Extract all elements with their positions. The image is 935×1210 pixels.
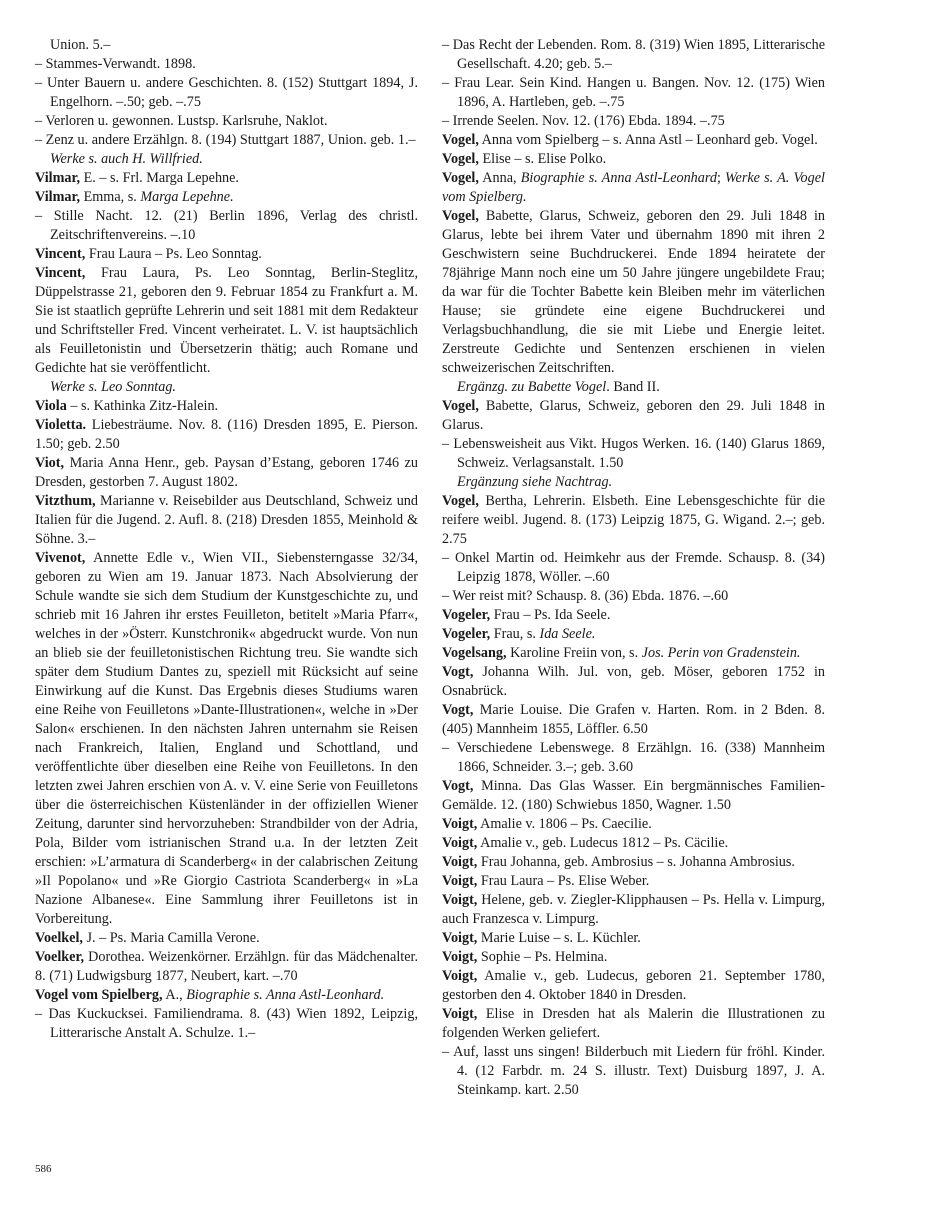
author-entry — [35, 416, 418, 454]
entry-text: – Frau Lear. Sein Kind. Hangen u. Bangen. Nov. 12. (175) Wien 1896, A. Hartleben, geb. –.75 — [442, 75, 825, 110]
work-entry — [442, 1043, 825, 1100]
left-column — [35, 36, 418, 1043]
author-entry — [442, 834, 825, 853]
author-entry — [442, 131, 825, 150]
entry-text: Liebesträume. Nov. 8. (116) Dresden 1895, E. Pierson. 1.50; geb. 2.50 — [35, 417, 418, 452]
entry-italic: Jos. Perin von Gradenstein. — [641, 645, 801, 661]
entry-text: E. – s. Frl. Marga Lepehne. — [80, 170, 239, 186]
cross-reference — [442, 473, 825, 492]
entry-text: Union. 5.– — [50, 37, 111, 53]
work-entry — [35, 131, 418, 150]
entry-text: – Auf, lasst uns singen! Bilderbuch mit Liedern für fröhl. Kinder. 4. (12 Farbdr. m. 24 S. illustr. Text) Duisburg 1897, J. A. Steinkamp. kart. 2.50 — [442, 1044, 825, 1098]
entry-text: – Wer reist mit? Schausp. 8. (36) Ebda. 1876. –.60 — [442, 588, 729, 604]
author-entry — [442, 663, 825, 701]
entry-headword: Vogt, — [442, 702, 474, 718]
entry-text: Frau, s. — [490, 626, 540, 642]
author-entry — [442, 948, 825, 967]
entry-headword: Vincent, — [35, 265, 86, 281]
entry-headword: Viot, — [35, 455, 65, 471]
author-entry — [35, 929, 418, 948]
entry-text: Helene, geb. v. Ziegler-Klipphausen – Ps. Hella v. Limpurg, auch Franzesca v. Limpurg. — [442, 892, 825, 927]
work-entry — [35, 112, 418, 131]
entry-text: J. – Ps. Maria Camilla Verone. — [82, 930, 260, 946]
author-entry — [35, 188, 418, 207]
entry-italic: Ergänzg. zu Babette Vogel — [457, 379, 607, 395]
entry-headword: Viola — [35, 398, 67, 414]
work-entry — [442, 112, 825, 131]
entry-headword: Voigt, — [442, 873, 478, 889]
entry-headword: Voigt, — [442, 854, 478, 870]
entry-text: – Zenz u. andere Erzählgn. 8. (194) Stuttgart 1887, Union. geb. 1.– — [35, 132, 416, 148]
entry-text: – Verloren u. gewonnen. Lustsp. Karlsruhe, Naklot. — [35, 113, 328, 129]
entry-headword: Vogel, — [442, 398, 479, 414]
author-entry — [35, 986, 418, 1005]
entry-headword: Vilmar, — [35, 170, 81, 186]
entry-text: Minna. Das Glas Wasser. Ein bergmännisches Familien-Gemälde. 12. (180) Schwiebus 1850, Wagner. 1.50 — [442, 778, 825, 813]
work-entry — [442, 435, 825, 473]
author-entry — [35, 245, 418, 264]
entry-text: – Unter Bauern u. andere Geschichten. 8. (152) Stuttgart 1894, J. Engelhorn. –.50; geb. –.75 — [35, 75, 418, 110]
entry-headword: Vogeler, — [442, 607, 491, 623]
author-entry — [35, 397, 418, 416]
entry-headword: Vogt, — [442, 778, 474, 794]
author-entry — [442, 606, 825, 625]
entry-italic: Werke s. Leo Sonntag. — [50, 379, 176, 395]
entry-headword: Vogel, — [442, 151, 479, 167]
author-entry — [35, 169, 418, 188]
entry-text: – Irrende Seelen. Nov. 12. (176) Ebda. 1894. –.75 — [442, 113, 725, 129]
entry-headword: Voigt, — [442, 949, 478, 965]
author-entry — [442, 492, 825, 549]
author-entry — [442, 853, 825, 872]
work-entry — [442, 74, 825, 112]
entry-headword: Vivenot, — [35, 550, 86, 566]
author-entry — [442, 777, 825, 815]
entry-text: A., — [162, 987, 187, 1003]
author-entry — [442, 891, 825, 929]
cross-reference — [35, 150, 418, 169]
work-entry — [442, 739, 825, 777]
entry-text: Frau Laura – Ps. Elise Weber. — [477, 873, 650, 889]
entry-text: – Verschiedene Lebenswege. 8 Erzählgn. 16. (338) Mannheim 1866, Schneider. 3.–; geb. 3.60 — [442, 740, 825, 775]
entry-text: Frau Laura – Ps. Leo Sonntag. — [85, 246, 262, 262]
entry-headword: Vogel, — [442, 170, 479, 186]
entry-text: Frau Johanna, geb. Ambrosius – s. Johanna Ambrosius. — [477, 854, 795, 870]
author-entry — [35, 454, 418, 492]
entry-text: Dorothea. Weizenkörner. Erzählgn. für das Mädchenalter. 8. (71) Ludwigsburg 1877, Neubert, kart. –.70 — [35, 949, 418, 984]
entry-headword: Vogel, — [442, 208, 479, 224]
entry-italic: Werke s. auch H. Willfried. — [50, 151, 203, 167]
entry-headword: Violetta. — [35, 417, 87, 433]
work-entry — [35, 55, 418, 74]
entry-italic: Ida Seele. — [539, 626, 596, 642]
entry-headword: Vincent, — [35, 246, 86, 262]
entry-italic: Biographie s. Anna Astl-Leonhard. — [186, 987, 385, 1003]
entry-headword: Voigt, — [442, 892, 478, 908]
author-entry — [442, 872, 825, 891]
author-entry — [442, 397, 825, 435]
entry-italic: Marga Lepehne. — [140, 189, 234, 205]
entry-italic: Biographie s. Anna Astl-Leonhard — [520, 170, 717, 186]
entry-text: – Lebensweisheit aus Vikt. Hugos Werken. 16. (140) Glarus 1869, Schweiz. Verlagsanstalt. 1.50 — [442, 436, 825, 471]
entry-text: Frau – Ps. Ida Seele. — [490, 607, 611, 623]
entry-text: Annette Edle v., Wien VII., Siebensterngasse 32/34, geboren zu Wien am 19. Januar 1873. Nach Absolvierung der Schule wandte sie sich dem Studium der Kunstgeschichte zu, und schrieb mit 16 Jahren ihr erstes Feuilleton, betitelt »Maria Pfarr«, welches in der »Österr. Kunstchronik« abgedruckt wurde. Von nun an blieb sie der feuilletonistischen Richtung treu. Sie wandte sich später dem Studium Dantes zu, speziell mit Rücksicht auf seine Einwirkung auf die Kunst. Das Ergebnis dieses Studiums waren eine Reihe von Feuilletons »Dante-Illustrationen«, welche in »Der Salon« erschienen. In den nächsten Jahren unternahm sie Reisen nach Frankreich, Italien, England und Schottland, und veröffentlichte über dieselben eine Reihe von Feuilletons. In den letzten zwei Jahren erschien von A. v. V. eine Serie von Feuilletons über die österreichischen Küstenländer in der offiziellen Wiener Zeitung, darunter sind hervorzuheben: Strandbilder von der Adria, Pola, Bilder vom istrianischen Strand u.a. In der letzten Zeit erschien: »L’armatura di Scanderberg« in der calabrischen Zeitung »Il Popolano« und »Re Giorgio Castriota Scanderberg« in »La Nazione Albanese«. Eine Sammlung ihrer Feuilletons ist in Vorbereitung. — [35, 550, 418, 927]
author-entry — [442, 815, 825, 834]
work-entry — [35, 1005, 418, 1043]
work-entry — [442, 36, 825, 74]
work-entry — [442, 549, 825, 587]
entry-headword: Vilmar, — [35, 189, 81, 205]
cross-reference — [35, 36, 418, 55]
right-column — [442, 36, 825, 1100]
work-entry — [35, 74, 418, 112]
entry-text: – Stammes-Verwandt. 1898. — [35, 56, 196, 72]
entry-headword: Voigt, — [442, 816, 478, 832]
entry-text: . Band II. — [606, 379, 660, 395]
author-entry — [442, 1005, 825, 1043]
entry-headword: Voigt, — [442, 1006, 478, 1022]
entry-text: Amalie v., geb. Ludecus 1812 – Ps. Cäcilie. — [477, 835, 729, 851]
entry-text: Babette, Glarus, Schweiz, geboren den 29. Juli 1848 in Glarus. — [442, 398, 825, 433]
entry-text: Marie Louise. Die Grafen v. Harten. Rom. in 2 Bden. 8. (405) Mannheim 1855, Löffler. 6.50 — [442, 702, 825, 737]
work-entry — [35, 207, 418, 245]
entry-text: Anna, — [478, 170, 521, 186]
entry-text: Elise in Dresden hat als Malerin die Illustrationen zu folgenden Werken geliefert. — [442, 1006, 825, 1041]
author-entry — [442, 701, 825, 739]
author-entry — [442, 207, 825, 378]
page-number: 586 — [35, 1163, 52, 1175]
entry-headword: Voelker, — [35, 949, 85, 965]
entry-text: Elise – s. Elise Polko. — [478, 151, 607, 167]
author-entry — [442, 150, 825, 169]
entry-italic: Werke s. A. Vogel vom Spielberg. — [442, 170, 825, 205]
entry-text: Maria Anna Henr., geb. Paysan d’Estang, geboren 1746 zu Dresden, gestorben 7. August 1802. — [35, 455, 418, 490]
entry-text: Marianne v. Reisebilder aus Deutschland, Schweiz und Italien für die Jugend. 2. Aufl. 8. (218) Dresden 1855, Meinhold & Söhne. 3.– — [35, 493, 418, 547]
author-entry — [442, 625, 825, 644]
entry-headword: Voigt, — [442, 835, 478, 851]
entry-text: Karoline Freiin von, s. — [506, 645, 642, 661]
author-entry — [442, 967, 825, 1005]
entry-italic: Ergänzung siehe Nachtrag. — [457, 474, 613, 490]
author-entry — [442, 169, 825, 207]
entry-headword: Vitzthum, — [35, 493, 96, 509]
entry-text: ; — [716, 170, 726, 186]
entry-headword: Vogeler, — [442, 626, 491, 642]
entry-headword: Vogt, — [442, 664, 474, 680]
author-entry — [442, 929, 825, 948]
entry-headword: Voelkel, — [35, 930, 83, 946]
entry-text: – s. Kathinka Zitz-Halein. — [66, 398, 219, 414]
cross-reference — [442, 378, 825, 397]
entry-headword: Vogelsang, — [442, 645, 507, 661]
entry-headword: Voigt, — [442, 930, 478, 946]
author-entry — [35, 264, 418, 378]
entry-text: Babette, Glarus, Schweiz, geboren den 29. Juli 1848 in Glarus, lebte bei ihrem Vater und übernahm 1890 mit ihren 2 Geschwistern seine Buchdruckerei. Ende 1894 heiratete der 78jährige Mann noch eine um 50 Jahre jüngere ungebildete Frau; da war für die Tochter Babette kein Bleiben mehr im väterlichen Hause; sie gründete eine eigene Buchdruckerei und Verlagsbuchhandlung, die sie mit Liebe und Energie leitet. Zerstreute Gedichte und Sentenzen erschienen in vielen schweizerischen Zeitschriften. — [442, 208, 825, 376]
entry-text: Anna vom Spielberg – s. Anna Astl – Leonhard geb. Vogel. — [478, 132, 818, 148]
entry-text: – Das Kuckucksei. Familiendrama. 8. (43) Wien 1892, Leipzig, Litterarische Anstalt A. Schulze. 1.– — [35, 1006, 418, 1041]
entry-text: Emma, s. — [80, 189, 141, 205]
author-entry — [35, 948, 418, 986]
entry-headword: Vogel, — [442, 493, 479, 509]
entry-text: Sophie – Ps. Helmina. — [477, 949, 608, 965]
author-entry — [35, 492, 418, 549]
entry-text: Amalie v., geb. Ludecus, geboren 21. September 1780, gestorben den 4. Oktober 1840 in Dresden. — [442, 968, 825, 1003]
entry-text: Johanna Wilh. Jul. von, geb. Möser, geboren 1752 in Osnabrück. — [442, 664, 825, 699]
entry-text: – Das Recht der Lebenden. Rom. 8. (319) Wien 1895, Litterarische Gesellschaft. 4.20; geb. 5.– — [442, 37, 825, 72]
work-entry — [442, 587, 825, 606]
entry-text: Marie Luise – s. L. Küchler. — [477, 930, 641, 946]
entry-headword: Voigt, — [442, 968, 478, 984]
entry-text: – Stille Nacht. 12. (21) Berlin 1896, Verlag des christl. Zeitschriftenvereins. –.10 — [35, 208, 418, 243]
entry-headword: Vogel vom Spielberg, — [35, 987, 163, 1003]
cross-reference — [35, 378, 418, 397]
author-entry — [442, 644, 825, 663]
author-entry — [35, 549, 418, 929]
entry-text: Amalie v. 1806 – Ps. Caecilie. — [477, 816, 652, 832]
entry-text: Frau Laura, Ps. Leo Sonntag, Berlin-Steglitz, Düppelstrasse 21, geboren den 9. Februar 1854 zu Frankfurt a. M. Sie ist staatlich geprüfte Lehrerin und seit 1881 mit dem Redakteur und Schriftsteller Fred. Vincent verheiratet. L. V. ist hauptsächlich als Feuilletonistin und Übersetzerin thätig; auch Romane und Gedichte hat sie veröffentlicht. — [35, 265, 418, 376]
entry-headword: Vogel, — [442, 132, 479, 148]
entry-text: Bertha, Lehrerin. Elsbeth. Eine Lebensgeschichte für die reifere weibl. Jugend. 8. (173) Leipzig 1875, G. Wigand. 2.–; geb. 2.75 — [442, 493, 825, 547]
entry-text: – Onkel Martin od. Heimkehr aus der Fremde. Schausp. 8. (34) Leipzig 1878, Wöller. –.60 — [442, 550, 825, 585]
